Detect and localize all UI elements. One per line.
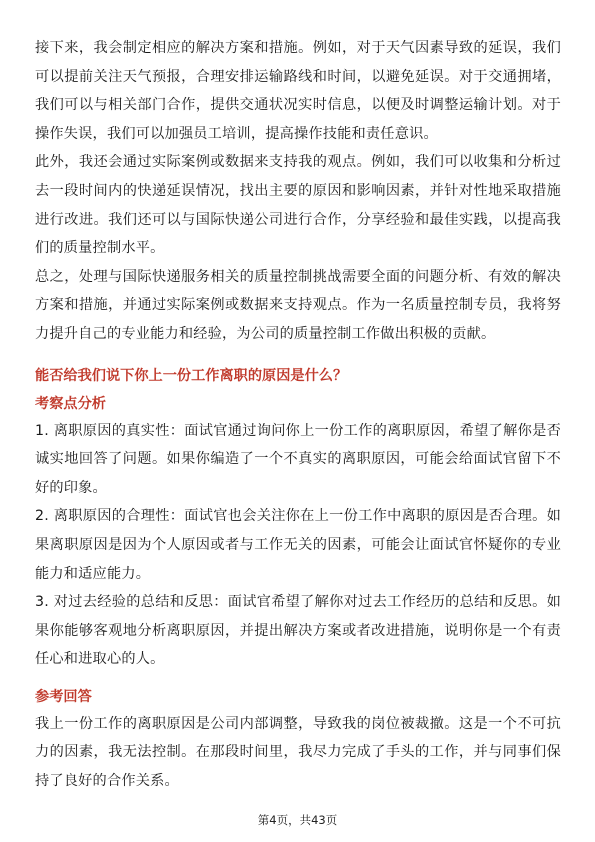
question-heading: 能否给我们说下你上一份工作离职的原因是什么？ (35, 367, 348, 384)
answer-paragraph: 我上一份工作的离职原因是公司内部调整，导致我的岗位被裁撤。这是一个不可抗力的因素，我无法控制。在那段时间里，我尽力完成了手头的工作，并与同事们保持了良好的合作关系。 (35, 715, 561, 790)
analysis-point-2: 2. 离职原因的合理性：面试官也会关注你在上一份工作中离职的原因是否合理。如果离职原因是因为个人原因或者与工作无关的因素，可能会让面试官怀疑你的专业能力和适应能力。 (35, 508, 561, 582)
analysis-point-1: 1. 离职原因的真实性：面试官通过询问你上一份工作的离职原因，希望了解你是否诚实地回答了问题。如果你编造了一个不真实的离职原因，可能会给面试官留下不好的印象。 (35, 422, 561, 496)
analysis-heading: 考察点分析 (35, 395, 106, 412)
analysis-point-3: 3. 对过去经验的总结和反思：面试官希望了解你对过去工作经历的总结和反思。如果你能够客观地分析离职原因，并提出解决方案或者改进措施，说明你是一个有责任心和进取心的人。 (35, 594, 561, 668)
answer-heading: 参考回答 (35, 688, 92, 705)
paragraph-solutions: 接下来，我会制定相应的解决方案和措施。例如，对于天气因素导致的延误，我们可以提前关注天气预报，合理安排运输路线和时间，以避免延误。对于交通拥堵，我们可以与相关部门合作，提供交通状况实时信息，以便及时调整运输计划。对于操作失误，我们可以加强员工培训，提高操作技能和责任意识。 (35, 40, 561, 142)
paragraph-conclusion: 总之，处理与国际快递服务相关的质量控制挑战需要全面的问题分析、有效的解决方案和措施，并通过实际案例或数据来支持观点。作为一名质量控制专员，我将努力提升自己的专业能力和经验，为公司的质量控制工作做出积极的贡献。 (35, 268, 561, 342)
document-page (35, 34, 561, 796)
page-number-footer: 第4页，共43页 (257, 813, 338, 827)
paragraph-evidence: 此外，我还会通过实际案例或数据来支持我的观点。例如，我们可以收集和分析过去一段时间内的快递延误情况，找出主要的原因和影响因素，并针对性地采取措施进行改进。我们还可以与国际快递公司进行合作，分享经验和最佳实践，以提高我们的质量控制水平。 (35, 154, 561, 257)
